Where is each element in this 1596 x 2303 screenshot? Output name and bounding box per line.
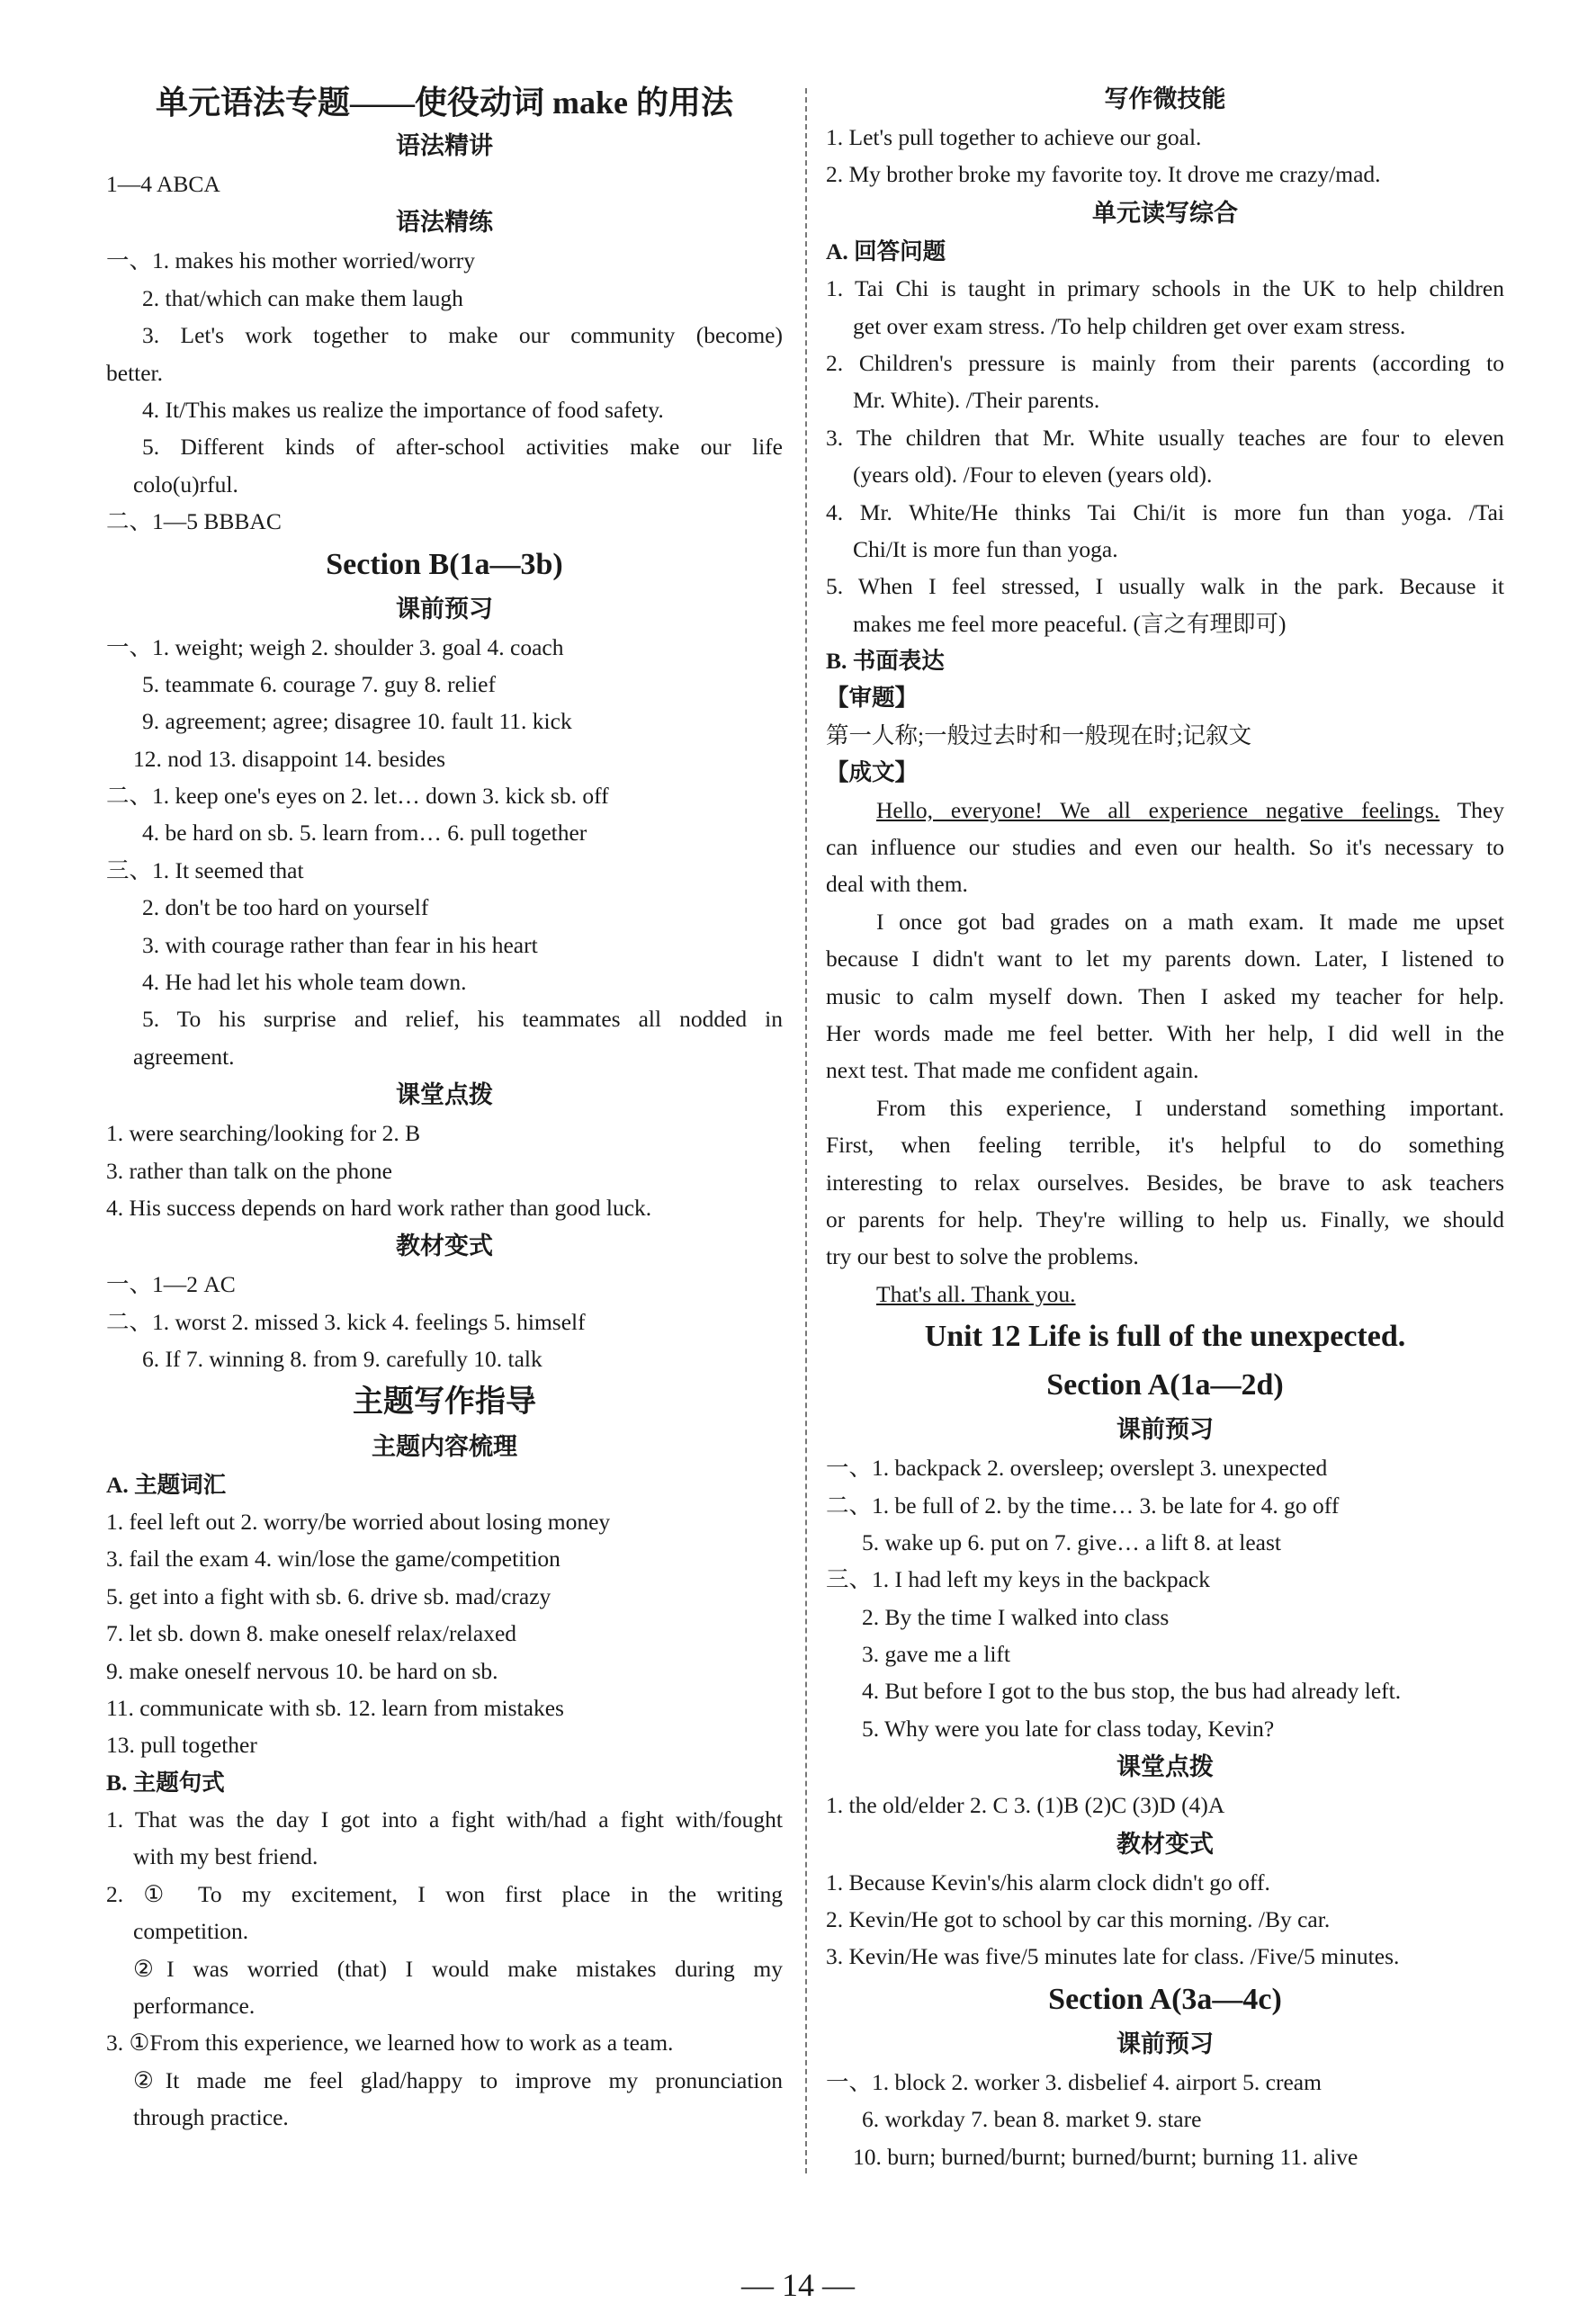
- essay-line: From this experience, I understand something important.: [876, 1094, 1504, 1121]
- answer-line: get over exam stress. /To help children get over exam stress.: [853, 312, 1406, 339]
- unit-12-title: Unit 12 Life is full of the unexpected.: [924, 1320, 1406, 1354]
- answer-line: 1. the old/elder 2. C 3. (1)B (2)C (3)D (4)A: [826, 1792, 1225, 1819]
- essay-opening-rest: They: [1439, 796, 1504, 823]
- essay-line: Her words made me feel better. With her help, I did well in the: [826, 1019, 1504, 1046]
- answer-line: 5. teammate 6. courage 7. guy 8. relief: [142, 670, 496, 697]
- review-heading: 【审题】: [826, 685, 919, 712]
- answer-line: 二、1. keep one's eyes on 2. let… down 3. kick sb. off: [106, 783, 609, 810]
- sentence-line: through practice.: [133, 2104, 289, 2131]
- answer-line: 一、1. backpack 2. oversleep; overslept 3. unexpected: [826, 1455, 1328, 1482]
- preview-heading: 课前预习: [1116, 1416, 1214, 1444]
- sentence-line: ②I was worried (that) I would make mistakes during my: [133, 1955, 783, 1982]
- answer-line: 1—4 ABCA: [106, 171, 220, 197]
- answer-line: colo(u)rful.: [133, 470, 238, 497]
- vocab-heading: A. 主题词汇: [106, 1471, 227, 1498]
- answer-line: 6. workday 7. bean 8. market 9. stare: [862, 2106, 1202, 2133]
- answer-line: 2. don't be too hard on yourself: [142, 894, 429, 921]
- answer-line: 4. Mr. White/He thinks Tai Chi/it is more fun than yoga. /Tai: [826, 498, 1504, 525]
- vocab-line: 9. make oneself nervous 10. be hard on sb.: [106, 1657, 498, 1684]
- answer-line: 2. Children's pressure is mainly from their parents (according to: [826, 349, 1504, 376]
- vocab-line: 13. pull together: [106, 1732, 257, 1759]
- vocab-line: 3. fail the exam 4. win/lose the game/competition: [106, 1546, 560, 1573]
- answer-line: better.: [106, 359, 164, 386]
- essay-heading: 【成文】: [826, 759, 919, 786]
- right-column: [826, 79, 1504, 2175]
- answer-line: 二、1. be full of 2. by the time… 3. be late for 4. go off: [826, 1492, 1340, 1519]
- essay-line: [826, 1276, 1504, 1313]
- section-a2-heading: Section A(3a—4c): [1048, 1982, 1282, 2016]
- answer-line: 12. nod 13. disappoint 14. besides: [133, 745, 446, 772]
- answer-line: 二、1. worst 2. missed 3. kick 4. feelings 5. himself: [106, 1308, 586, 1335]
- answer-line: 一、1. makes his mother worried/worry: [106, 247, 476, 274]
- vocab-line: 11. communicate with sb. 12. learn from mistakes: [106, 1694, 564, 1721]
- answer-line: 9. agreement; agree; disagree 10. fault 11. kick: [142, 708, 572, 735]
- answer-line: 一、1—2 AC: [106, 1271, 236, 1298]
- answer-line: 三、1. It seemed that: [106, 856, 304, 883]
- essay-line: or parents for help. They're willing to help us. Finally, we should: [826, 1205, 1504, 1232]
- answer-line: 3. Let's work together to make our community (become): [142, 322, 783, 349]
- answer-line: 10. burn; burned/burnt; burned/burnt; burning 11. alive: [853, 2143, 1358, 2170]
- answer-line: 5. When I feel stressed, I usually walk in the park. Because it: [826, 573, 1504, 600]
- vocab-line: 1. feel left out 2. worry/be worried about losing money: [106, 1508, 611, 1535]
- answer-line: 4. He had let his whole team down.: [142, 969, 467, 996]
- sentence-line: competition.: [133, 1918, 249, 1945]
- grammar-lecture-heading: 语法精讲: [396, 132, 493, 159]
- written-expression-heading: B. 书面表达: [826, 648, 945, 675]
- answer-line: Chi/It is more fun than yoga.: [853, 535, 1118, 562]
- answer-line: 1. Tai Chi is taught in primary schools in the UK to help children: [826, 275, 1504, 302]
- answer-line: 5. Different kinds of after-school activities make our life: [142, 434, 783, 461]
- answer-line: 2. that/which can make them laugh: [142, 284, 463, 311]
- grammar-topic-title: 单元语法专题——使役动词 make 的用法: [156, 85, 733, 121]
- answer-line: makes me feel more peaceful. (言之有理即可): [853, 610, 1287, 637]
- essay-line: interesting to relax ourselves. Besides, be brave to ask teachers: [826, 1169, 1504, 1196]
- essay-line: music to calm myself down. Then I asked my teacher for help.: [826, 982, 1504, 1009]
- content-review-heading: 主题内容梳理: [372, 1432, 517, 1460]
- textbook-variant-heading: 教材变式: [1116, 1830, 1214, 1858]
- answer-line: 4. But before I got to the bus stop, the bus had already left.: [862, 1678, 1402, 1705]
- sentence-line: ②It made me feel glad/happy to improve my pronunciation: [133, 2066, 783, 2093]
- answer-line: 三、1. I had left my keys in the backpack: [826, 1566, 1211, 1593]
- essay-line: can influence our studies and even our health. So it's necessary to: [826, 834, 1504, 861]
- left-column: [106, 79, 783, 2137]
- answer-line: 3. The children that Mr. White usually teaches are four to eleven: [826, 424, 1504, 451]
- essay-line: try our best to solve the problems.: [826, 1243, 1139, 1270]
- vocab-line: 7. let sb. down 8. make oneself relax/relaxed: [106, 1620, 517, 1647]
- essay-line: First, when feeling terrible, it's helpful to do something: [826, 1132, 1504, 1159]
- essay-line: deal with them.: [826, 871, 968, 898]
- answer-line: 1. Because Kevin's/his alarm clock didn't go off.: [826, 1868, 1270, 1895]
- vocab-line: 5. get into a fight with sb. 6. drive sb. mad/crazy: [106, 1582, 551, 1609]
- essay-line: next test. That made me confident again.: [826, 1057, 1199, 1084]
- essay-line: I once got bad grades on a math exam. It made me upset: [876, 908, 1504, 935]
- answer-line: 一、1. block 2. worker 3. disbelief 4. airport 5. cream: [826, 2068, 1322, 2095]
- grammar-practice-heading: 语法精练: [396, 209, 493, 237]
- section-b-heading: Section B(1a—3b): [326, 547, 563, 581]
- sentence-line: performance.: [133, 1993, 256, 2020]
- preview-heading: 课前预习: [396, 595, 493, 623]
- class-tips-heading: 课堂点拨: [396, 1081, 493, 1109]
- sentence-line: 1. That was the day I got into a fight with/had a fight with/fought: [106, 1806, 783, 1833]
- writing-skills-heading: 写作微技能: [1104, 85, 1226, 112]
- answer-line: 4. be hard on sb. 5. learn from… 6. pull together: [142, 820, 587, 847]
- answer-line: 3. Kevin/He was five/5 minutes late for class. /Five/5 minutes.: [826, 1943, 1400, 1970]
- answer-line: 2. By the time I walked into class: [862, 1603, 1170, 1630]
- writing-guide-heading: 主题写作指导: [353, 1384, 536, 1419]
- answer-line: 4. It/This makes us realize the importance of food safety.: [142, 396, 664, 423]
- answer-line: agreement.: [133, 1043, 235, 1070]
- reading-writing-heading: 单元读写综合: [1092, 199, 1238, 227]
- sentence-heading: B. 主题句式: [106, 1769, 225, 1796]
- sentence-line: 3. ①From this experience, we learned how to work as a team.: [106, 2030, 674, 2057]
- answer-questions-heading: A. 回答问题: [826, 237, 946, 264]
- answer-line: 二、1—5 BBBAC: [106, 508, 282, 535]
- sentence-line: with my best friend.: [133, 1843, 318, 1870]
- answer-line: 5. To his surprise and relief, his teammates all nodded in: [142, 1006, 783, 1033]
- answer-line: Mr. White). /Their parents.: [853, 387, 1100, 414]
- textbook-variant-heading: 教材变式: [396, 1232, 493, 1260]
- column-divider: [805, 88, 807, 2173]
- essay-closing: That's all. Thank you.: [876, 1280, 1076, 1307]
- answer-line: 4. His success depends on hard work rather than good luck.: [106, 1194, 652, 1221]
- preview-heading: 课前预习: [1116, 2030, 1214, 2057]
- answer-line: 2. Kevin/He got to school by car this morning. /By car.: [826, 1906, 1331, 1933]
- answer-line: (years old). /Four to eleven (years old).: [853, 461, 1213, 488]
- section-a1-heading: Section A(1a—2d): [1046, 1368, 1284, 1402]
- sentence-line: 2. ① To my excitement, I won first place in the writing: [106, 1880, 783, 1907]
- answer-line: 1. were searching/looking for 2. B: [106, 1120, 421, 1147]
- answer-line: 5. Why were you late for class today, Kevin?: [862, 1715, 1275, 1742]
- essay-line: because I didn't want to let my parents down. Later, I listened to: [826, 945, 1504, 972]
- page-number: — 14 —: [741, 2267, 855, 2303]
- answer-line: 2. My brother broke my favorite toy. It drove me crazy/mad.: [826, 161, 1381, 188]
- essay-line: [826, 792, 1504, 829]
- answer-line: 3. gave me a lift: [862, 1641, 1010, 1668]
- answer-line: 1. Let's pull together to achieve our goal.: [826, 124, 1202, 150]
- answer-line: 一、1. weight; weigh 2. shoulder 3. goal 4. coach: [106, 633, 564, 660]
- essay-opening-underlined: Hello, everyone! We all experience negative feelings.: [876, 796, 1440, 823]
- answer-line: 6. If 7. winning 8. from 9. carefully 10. talk: [142, 1346, 542, 1373]
- class-tips-heading: 课堂点拨: [1116, 1753, 1214, 1781]
- answer-line: 3. rather than talk on the phone: [106, 1157, 392, 1184]
- review-text: 第一人称;一般过去时和一般现在时;记叙文: [826, 721, 1252, 748]
- answer-line: 5. wake up 6. put on 7. give… a lift 8. at least: [862, 1528, 1281, 1555]
- answer-line: 3. with courage rather than fear in his heart: [142, 931, 538, 958]
